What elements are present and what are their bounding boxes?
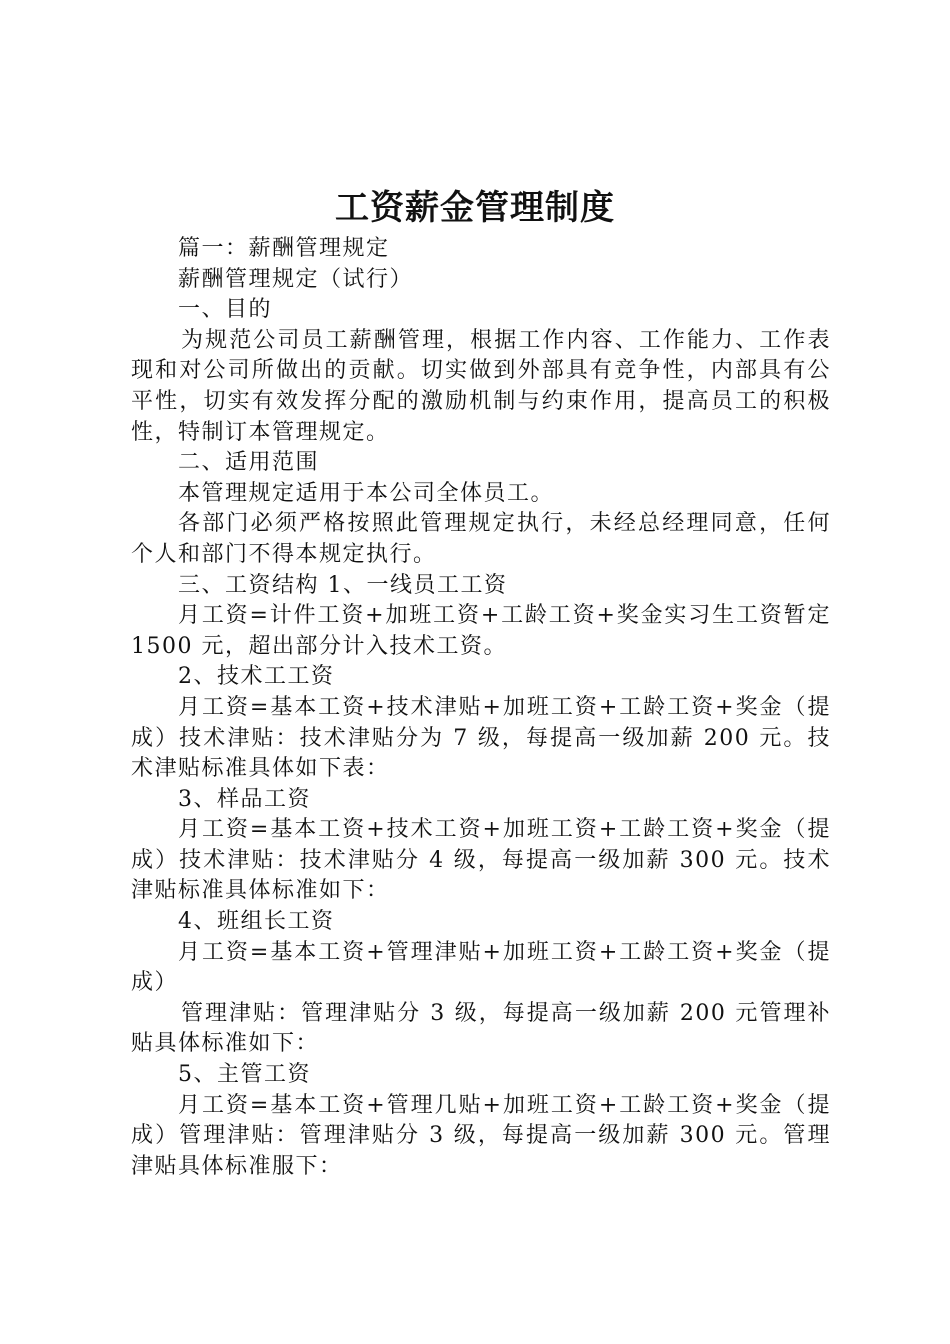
subheading-technician-wage: 2、技术工工资 — [178, 664, 335, 690]
document-title: 工资薪金管理制度 — [335, 188, 615, 228]
document-body — [131, 234, 831, 1182]
sample-wage-paragraph: 月工资=基本工资+技术工资+加班工资+工龄工资+奖金（提成）技术津贴：技术津贴分 4 级，每提高一级加薪 300 元。技术津贴标准具体标准如下： — [131, 817, 831, 904]
section-heading-article-one: 篇一：薪酬管理规定 — [178, 236, 390, 261]
scope-paragraph: 本管理规定适用于本公司全体员工。 — [178, 480, 555, 506]
section-heading-purpose: 一、目的 — [178, 297, 273, 323]
management-allowance-paragraph: 管理津贴：管理津贴分 3 级，每提高一级加薪 200 元管理补贴具体标准如下： — [131, 1000, 831, 1057]
supervisor-wage-paragraph: 月工资=基本工资+管理几贴+加班工资+工龄工资+奖金（提成）管理津贴：管理津贴分 3 级，每提高一级加薪 300 元。管理津贴具体标准服下： — [131, 1092, 831, 1179]
subheading-sample-wage: 3、样品工资 — [178, 786, 311, 812]
section-heading-wage-structure: 三、工资结构 1、一线员工工资 — [178, 572, 508, 598]
team-leader-wage-paragraph: 月工资=基本工资+管理津贴+加班工资+工龄工资+奖金（提成） — [131, 939, 831, 996]
compliance-paragraph: 各部门必须严格按照此管理规定执行，未经总经理同意，任何个人和部门不得本规定执行。 — [131, 511, 831, 567]
subheading-team-leader-wage: 4、班组长工资 — [178, 909, 335, 935]
frontline-wage-paragraph: 月工资=计件工资+加班工资+工龄工资+奖金实习生工资暂定 1500 元，超出部分计入技术工资。 — [131, 603, 831, 659]
subheading-supervisor-wage: 5、主管工资 — [178, 1062, 311, 1088]
purpose-paragraph: 为规范公司员工薪酬管理，根据工作内容、工作能力、工作表现和对公司所做出的贡献。切实做到外部具有竞争性，内部具有公平性，切实有效发挥分配的激励机制与约束作用，提高员工的积极性，特制订本管理规定。 — [131, 327, 831, 445]
section-heading-scope: 二、适用范围 — [178, 450, 320, 476]
regulation-subtitle: 薪酬管理规定（试行） — [178, 266, 414, 292]
technician-wage-paragraph: 月工资=基本工资+技术津贴+加班工资+工龄工资+奖金（提成）技术津贴：技术津贴分为 7 级，每提高一级加薪 200 元。技术津贴标准具体如下表： — [131, 694, 831, 782]
